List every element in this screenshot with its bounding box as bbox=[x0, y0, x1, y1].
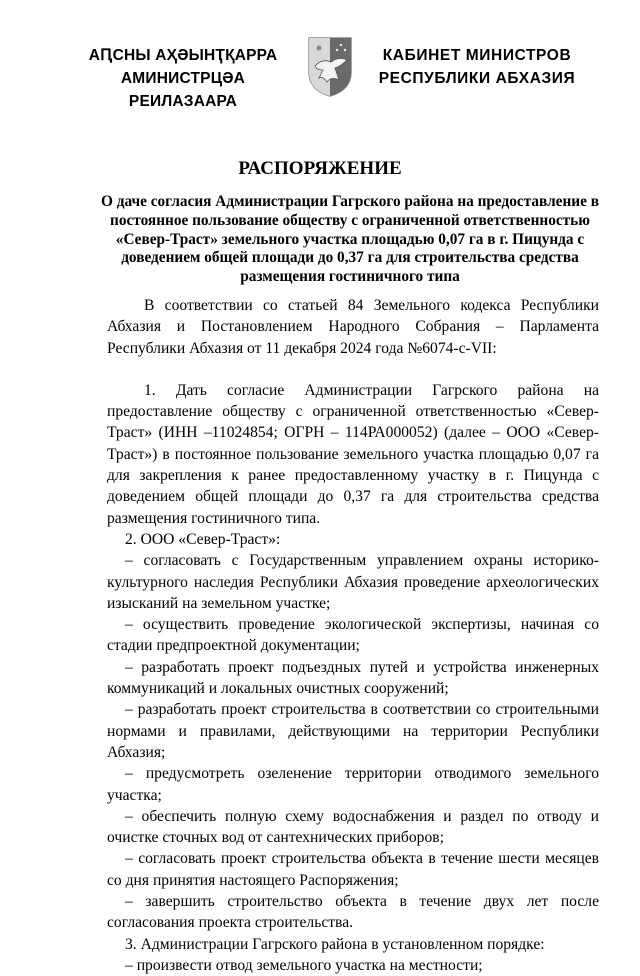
document-title: РАСПОРЯЖЕНИЕ bbox=[238, 158, 402, 179]
list-item: – произвести отвод земельного участка на местности; bbox=[125, 956, 483, 974]
list-item: – разработать проект подъездных путей и устройства инженерных коммуникаций и локальных очистных сооружений; bbox=[107, 658, 599, 698]
list-item: – разработать проект строительства в соответствии со строительными нормами и правилами, действующими на территории Республики Абхазия; bbox=[107, 701, 599, 761]
header-abkhaz-line1: АԤСНЫ АҲӘЫНҬҚАРРА bbox=[88, 47, 278, 64]
header-russian-line2: РЕСПУБЛИКИ АБХАЗИЯ bbox=[378, 70, 576, 87]
header-abkhaz bbox=[68, 44, 298, 113]
list-item: – обеспечить полную схему водоснабжения и раздел по отводу и очистке сточных вод от сантехнических приборов; bbox=[107, 807, 599, 847]
paragraph-2: 2. ООО «Север-Траст»: bbox=[125, 530, 281, 548]
header-abkhaz-line2: АМИНИСТРЦӘА РЕИЛАЗААРА bbox=[120, 70, 246, 110]
paragraph-1: 1. Дать согласие Администрации Гагрского района на предоставление обществу с ограниченной ответственностью «Север-Траст» (ИНН –11024854; ОГРН – 114РА000052) (далее – ООО «Север-Траст») в постоянное пользование земельного участка площадью 0,07 га для закрепления к ранее предоставленному участку в г. Пицунда с доведением общей площади до 0,37 га для строительства средства размещения гостиничного типа. bbox=[107, 381, 599, 527]
list-item: – согласовать с Государственным управлением охраны историко-культурного наследия Республики Абхазия проведение археологических изысканий на земельном участке; bbox=[107, 552, 599, 612]
list-item: – предусмотреть озеленение территории отводимого земельного участка; bbox=[107, 765, 599, 804]
document-body bbox=[107, 295, 599, 976]
list-item: – согласовать проект строительства объекта в течение шести месяцев со дня принятия настоящего Распоряжения; bbox=[107, 850, 599, 889]
paragraph-3: 3. Администрации Гагрского района в установленном порядке: bbox=[125, 935, 545, 953]
document-subject: О даче согласия Администрации Гагрского района на предоставление в постоянное пользование обществу с ограниченной ответственностью «Север-Траст» земельного участка площадью 0,07 га в г. Пицунда с доведением общей площади до 0,37 га для строительства средства размещения гостиничного типа bbox=[101, 193, 599, 286]
header-russian-line1: КАБИНЕТ МИНИСТРОВ bbox=[382, 47, 572, 64]
preamble: В соответствии со статьей 84 Земельного кодекса Республики Абхазия и Постановлением Народного Собрания – Парламента Республики Абхазия от 11 декабря 2024 года №6074-с-VII: bbox=[107, 297, 599, 357]
coat-of-arms-icon bbox=[307, 36, 353, 98]
list-item: – осуществить проведение экологической экспертизы, начиная со стадии предпроектной документации; bbox=[107, 616, 599, 655]
header-russian bbox=[372, 44, 582, 90]
list-item: – завершить строительство объекта в течение двух лет после согласования проекта строительства. bbox=[107, 893, 599, 932]
